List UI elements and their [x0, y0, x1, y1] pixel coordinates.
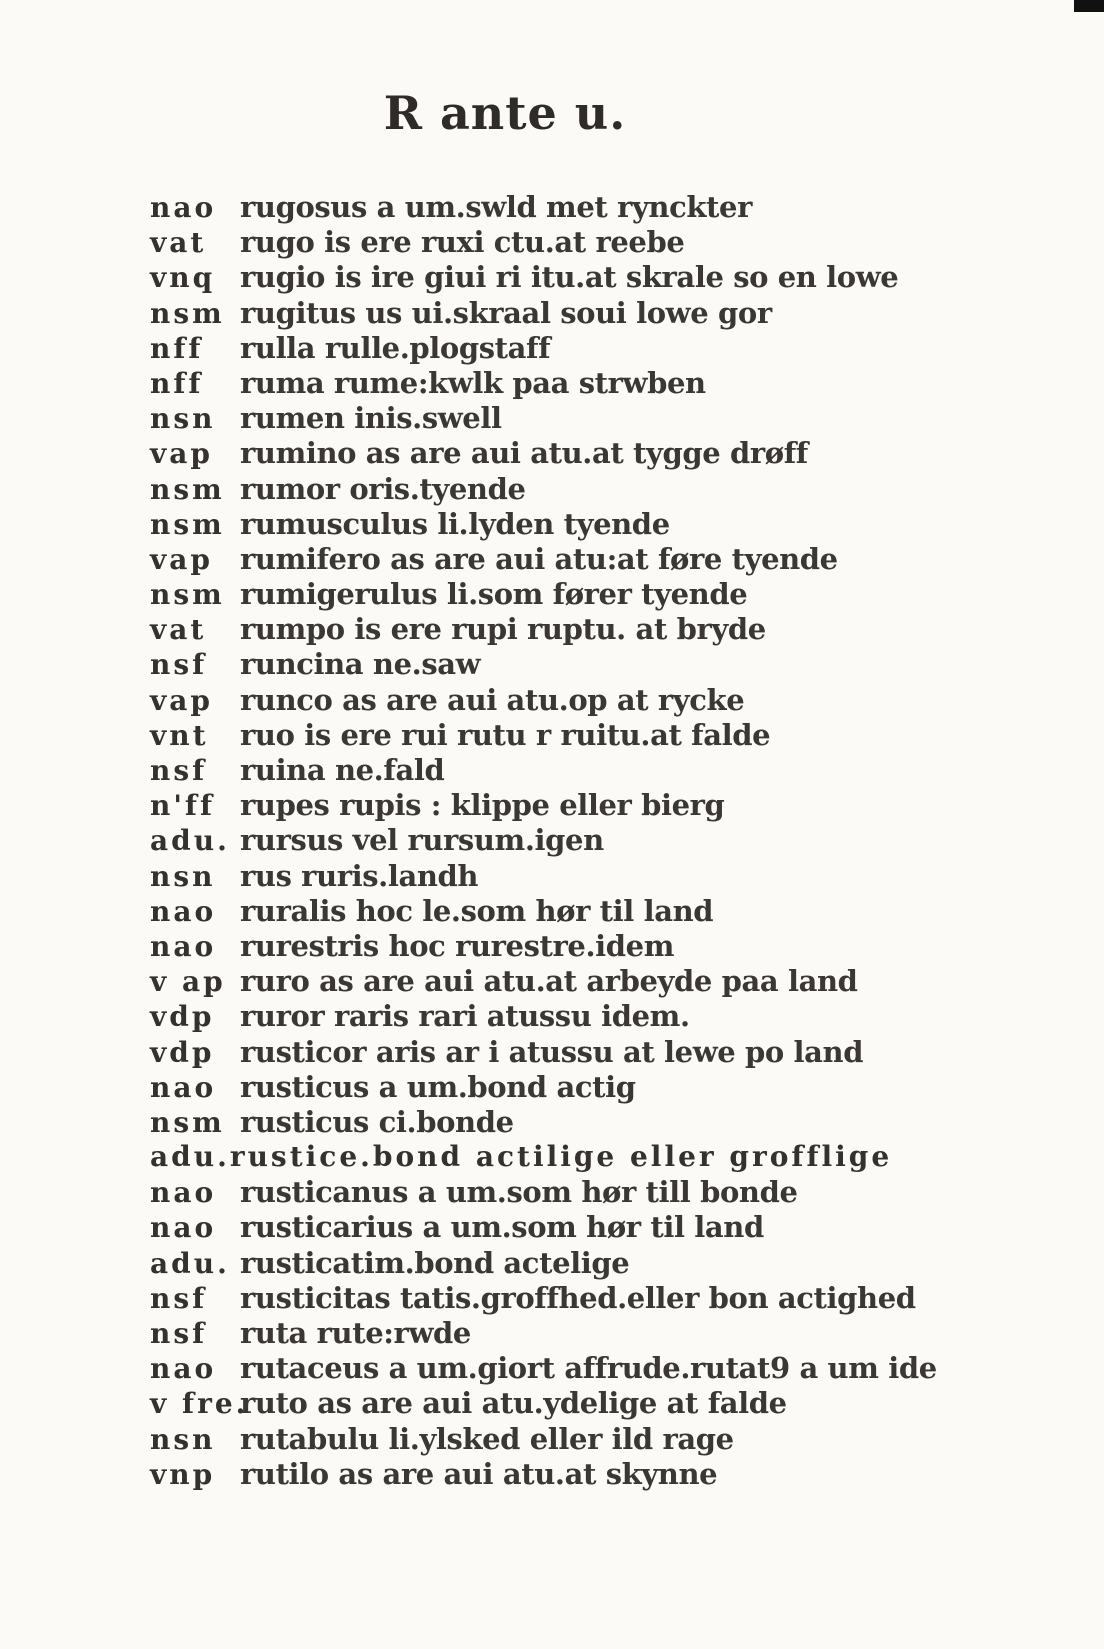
entry-headword-gloss: rusticor aris ar i atussu at lewe po land — [240, 1034, 864, 1069]
edge-scan-mark — [1074, 0, 1104, 12]
entry-headword-gloss: ruro as are aui atu.at arbeyde paa land — [240, 964, 858, 999]
dictionary-entry — [150, 1210, 950, 1245]
dictionary-entry — [150, 683, 950, 718]
entry-headword-gloss: rusticus a um.bond actig — [240, 1069, 636, 1104]
dictionary-entry — [150, 753, 950, 788]
dictionary-entry — [150, 1035, 950, 1070]
dictionary-entry — [150, 964, 950, 999]
entry-headword-gloss: ruo is ere rui rutu r ruitu.at falde — [240, 717, 771, 752]
dictionary-entry — [150, 1422, 950, 1457]
entry-grammar-code: nao — [150, 894, 217, 928]
entry-grammar-code: nsf — [150, 648, 208, 682]
entry-headword-gloss: ruta rute:rwde — [240, 1316, 471, 1350]
dictionary-entry — [150, 331, 950, 366]
entry-headword-gloss: runcina ne.saw — [240, 647, 481, 682]
entry-grammar-code: nsm — [150, 507, 225, 541]
entry-grammar-code: v ap — [150, 965, 226, 999]
dictionary-entry — [150, 472, 950, 507]
dictionary-entry — [150, 718, 950, 753]
dictionary-entry — [150, 1457, 950, 1492]
dictionary-entry — [150, 507, 950, 542]
entry-grammar-code: nsm — [150, 1105, 225, 1139]
dictionary-entry — [150, 190, 950, 225]
dictionary-entry — [150, 1140, 950, 1175]
entry-headword-gloss: ruma rume:kwlk paa strwben — [240, 365, 706, 400]
page-heading: R ante u. — [383, 86, 627, 140]
entry-headword-gloss: ruto as are aui atu.ydelige at falde — [240, 1386, 787, 1421]
entry-grammar-code: nsn — [150, 402, 216, 436]
entry-headword-gloss: rumor oris.tyende — [240, 471, 526, 506]
entry-grammar-code: nao — [150, 1176, 217, 1210]
entry-grammar-code: vdp — [150, 1000, 215, 1034]
dictionary-entry — [150, 1246, 950, 1281]
entry-grammar-code: nao — [150, 191, 217, 224]
entry-headword-gloss: rusticus ci.bonde — [240, 1104, 514, 1139]
dictionary-entry — [150, 894, 950, 929]
dictionary-entry — [150, 1175, 950, 1210]
dictionary-entry — [150, 1105, 950, 1140]
entry-headword-gloss: rutilo as are aui atu.at skynne — [240, 1456, 718, 1491]
entry-grammar-code: nsm — [150, 578, 225, 612]
entry-grammar-code: vap — [150, 683, 213, 717]
entry-headword-gloss: rumigerulus li.som fører tyende — [240, 577, 748, 612]
entry-grammar-code: vdp — [150, 1035, 215, 1069]
entry-headword-gloss: rus ruris.landh — [240, 858, 479, 893]
entry-grammar-code: n'ff — [150, 789, 216, 823]
entry-grammar-code: vnt — [150, 718, 209, 752]
entry-headword-gloss: rugitus us ui.skraal soui lowe gor — [240, 295, 772, 330]
entry-grammar-code: vat — [150, 613, 207, 647]
entry-grammar-code: vnp — [150, 1457, 216, 1491]
dictionary-entry — [150, 577, 950, 612]
entry-headword-gloss: rursus vel rursum.igen — [240, 823, 604, 858]
dictionary-entry — [150, 225, 950, 260]
entry-headword-gloss: rugosus a um.swld met rynckter — [240, 190, 752, 224]
entry-grammar-code: nao — [150, 929, 217, 963]
entry-grammar-code: nff — [150, 331, 204, 365]
dictionary-entry — [150, 542, 950, 577]
dictionary-entry — [150, 859, 950, 894]
dictionary-entry — [150, 1070, 950, 1105]
entry-grammar-code: vat — [150, 226, 207, 260]
entry-grammar-code: nsf — [150, 1281, 208, 1315]
entry-headword-gloss: runco as are aui atu.op at rycke — [240, 682, 745, 717]
dictionary-entry — [150, 260, 950, 295]
dictionary-entries — [150, 190, 950, 1492]
entry-grammar-code: nsn — [150, 1422, 216, 1456]
entry-grammar-code: nsf — [150, 1317, 208, 1350]
entry-headword-gloss: rusticatim.bond actelige — [240, 1245, 630, 1280]
entry-grammar-code: nao — [150, 1070, 217, 1104]
entry-headword-gloss: rurestris hoc rurestre.idem — [240, 928, 674, 963]
entry-grammar-code: nsm — [150, 472, 225, 506]
entry-grammar-code: nsn — [150, 859, 216, 893]
entry-headword-gloss: rusticanus a um.som hør till bonde — [240, 1175, 798, 1210]
entry-headword-gloss: ruror raris rari atussu idem. — [240, 999, 690, 1034]
dictionary-entry — [150, 612, 950, 647]
entry-headword-gloss: rumen inis.swell — [240, 401, 502, 436]
entry-full-line: adu.rustice.bond actilige eller grofflige — [150, 1140, 893, 1174]
entry-headword-gloss: rusticitas tatis.groffhed.eller bon actighed — [240, 1280, 916, 1315]
dictionary-entry — [150, 929, 950, 964]
entry-headword-gloss: ruina ne.fald — [240, 753, 445, 787]
entry-grammar-code: vnq — [150, 261, 216, 295]
entry-grammar-code: adu. — [150, 824, 230, 858]
entry-headword-gloss: ruralis hoc le.som hør til land — [240, 893, 714, 928]
entry-grammar-code: vap — [150, 542, 213, 576]
entry-headword-gloss: rupes rupis : klippe eller bierg — [240, 788, 725, 823]
dictionary-entry — [150, 1316, 950, 1351]
dictionary-entry — [150, 1281, 950, 1316]
dictionary-entry — [150, 999, 950, 1034]
entry-grammar-code: adu. — [150, 1246, 230, 1280]
entry-headword-gloss: rumpo is ere rupi ruptu. at bryde — [240, 612, 766, 647]
entry-headword-gloss: rumifero as are aui atu:at føre tyende — [240, 541, 838, 576]
dictionary-entry — [150, 788, 950, 823]
entry-headword-gloss: rusticarius a um.som hør til land — [240, 1210, 764, 1245]
entry-headword-gloss: rulla rulle.plogstaff — [240, 330, 551, 365]
dictionary-entry — [150, 647, 950, 682]
dictionary-entry — [150, 823, 950, 858]
entry-grammar-code: vap — [150, 437, 213, 471]
entry-grammar-code: v fre. — [150, 1387, 249, 1421]
entry-headword-gloss: rumino as are aui atu.at tygge drøff — [240, 436, 808, 471]
entry-grammar-code: nao — [150, 1352, 217, 1386]
dictionary-entry — [150, 1351, 950, 1386]
entry-grammar-code: nsm — [150, 296, 225, 330]
dictionary-entry — [150, 436, 950, 471]
entry-grammar-code: nsf — [150, 754, 208, 787]
entry-grammar-code: nao — [150, 1211, 217, 1245]
entry-headword-gloss: rumusculus li.lyden tyende — [240, 506, 670, 541]
dictionary-entry — [150, 401, 950, 436]
entry-headword-gloss: rugio is ire giui ri itu.at skrale so en lowe — [240, 260, 899, 295]
dictionary-entry — [150, 1386, 950, 1421]
dictionary-entry — [150, 296, 950, 331]
dictionary-entry — [150, 366, 950, 401]
entry-grammar-code: nff — [150, 366, 204, 400]
entry-headword-gloss: rutabulu li.ylsked eller ild rage — [240, 1421, 734, 1456]
entry-headword-gloss: rugo is ere ruxi ctu.at reebe — [240, 225, 685, 260]
entry-headword-gloss: rutaceus a um.giort affrude.rutat9 a um ide — [240, 1351, 937, 1386]
